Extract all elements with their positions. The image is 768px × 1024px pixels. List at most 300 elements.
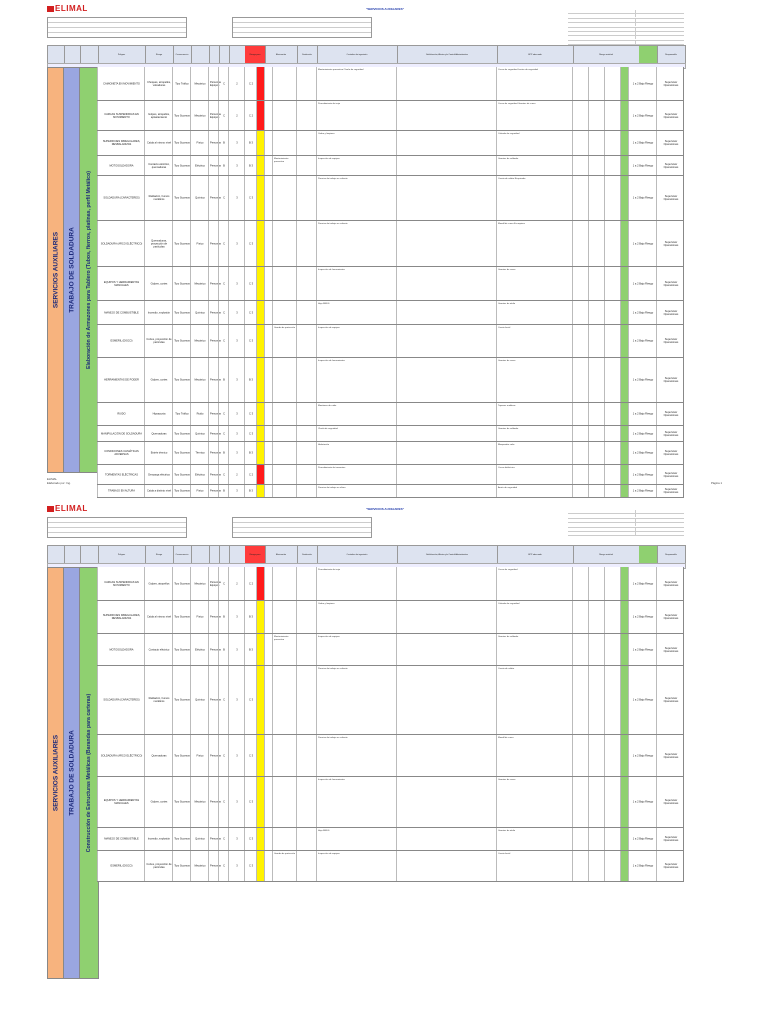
cell-text: 2 — [236, 582, 238, 585]
cell-text: C — [223, 311, 225, 314]
page-1 — [0, 0, 768, 494]
table-cell — [604, 101, 621, 130]
table-row — [97, 221, 684, 267]
table-cell — [316, 851, 397, 881]
table-cell — [628, 131, 657, 155]
table-cell — [296, 601, 317, 633]
table-cell — [604, 828, 621, 850]
table-cell — [172, 666, 191, 734]
cell-text: C 3 — [248, 754, 254, 757]
cell-text: C 3 — [248, 432, 254, 435]
table-cell — [316, 156, 397, 175]
cell-text: 3 — [236, 698, 238, 702]
table-cell — [190, 131, 209, 155]
residual-risk-label: 1 a 2 Bajo Riesgo — [632, 282, 654, 285]
cell-text: Tipo Sucesos — [174, 242, 190, 245]
table-row — [97, 426, 684, 442]
table-cell — [296, 666, 317, 734]
header-cell: Riesgo — [145, 46, 174, 64]
table-row — [97, 403, 684, 426]
table-cell — [316, 666, 397, 734]
cell-text: Tipo Tráfico — [175, 412, 189, 416]
table-cell — [190, 442, 209, 464]
cell-text: Estrés térmico — [150, 451, 168, 455]
header-cell — [639, 46, 658, 64]
table-cell — [396, 777, 497, 827]
residual-risk-label: 1 a 2 Bajo Riesgo — [632, 615, 654, 619]
cell-text: Arnés de seguridad — [498, 487, 517, 489]
meta-block-left — [47, 17, 187, 38]
table-cell — [272, 403, 297, 425]
cell-text: Mecánico — [194, 582, 206, 585]
cell-text: ESMERIL (DISCO) — [110, 864, 133, 868]
cell-text: C — [223, 473, 225, 476]
cell-text: Personas — [210, 432, 221, 435]
cell-text: Golpes, atropellos, aplastamiento — [148, 112, 170, 119]
table-cell — [572, 442, 589, 464]
cell-text: CONDICIONES CLIMÁTICAS ADVERSAS — [104, 450, 139, 456]
table-cell — [656, 267, 685, 300]
table-cell — [190, 567, 209, 600]
table-cell — [97, 485, 145, 497]
cell-text: Mecánico — [194, 114, 206, 117]
table-cell — [172, 601, 191, 633]
cell-text: Golpes, cortes — [150, 282, 168, 285]
table-row — [97, 156, 684, 176]
table-cell — [572, 176, 589, 220]
page-number: Página 1 — [711, 481, 723, 485]
table-cell — [172, 634, 191, 665]
cell-text: Eléctrico — [195, 473, 205, 476]
table-cell — [656, 325, 685, 357]
table-cell — [316, 465, 397, 484]
table-cell — [172, 735, 191, 776]
cell-text: C — [223, 114, 225, 117]
table-cell — [396, 358, 497, 402]
cell-text: Personas — [210, 311, 221, 314]
cell-text: C — [223, 800, 225, 804]
table-cell — [316, 358, 397, 402]
table-cell — [604, 634, 621, 665]
table-cell — [628, 221, 657, 266]
cell-text: Choques, atropellos, volcaduras — [147, 80, 171, 87]
cell-text: EQUIPOS Y HERRAMIENTAS MANUALES — [103, 280, 140, 287]
table-cell — [97, 358, 145, 402]
table-cell — [296, 403, 317, 425]
cell-text: 3 — [236, 648, 238, 651]
table-cell — [396, 67, 497, 100]
cell-text: Térmico — [195, 451, 205, 455]
cell-text: C — [223, 582, 225, 585]
header-cell — [48, 546, 65, 564]
meta-block-left — [47, 517, 187, 538]
table-cell — [572, 851, 589, 881]
table-cell — [97, 851, 145, 881]
table-cell — [97, 777, 145, 827]
table-cell — [272, 131, 297, 155]
table-cell — [396, 634, 497, 665]
table-cell — [144, 156, 173, 175]
table-cell — [572, 426, 589, 441]
responsable-label: Supervisor Operaciones — [663, 799, 679, 805]
table-cell — [228, 851, 245, 881]
table-cell — [588, 156, 605, 175]
table-cell — [628, 267, 657, 300]
responsable-label: Supervisor Operaciones — [663, 411, 679, 417]
cell-text: C 2 — [248, 114, 254, 117]
cell-text: Guantes de cuero — [498, 360, 516, 362]
table-cell — [228, 221, 245, 266]
cell-text: CARGAS SUSPENDIDAS EN MOVIMIENTO — [104, 112, 139, 119]
cell-text: Personas — [210, 648, 221, 651]
cell-text: Permiso de trabajo en caliente — [318, 737, 348, 739]
cell-text: Tipo Sucesos — [174, 451, 190, 455]
table-cell — [656, 465, 685, 484]
header-cell: Controles de ingeniería — [317, 546, 398, 564]
table-cell — [496, 465, 573, 484]
cell-text: Careta facial — [498, 853, 511, 855]
table-cell — [572, 267, 589, 300]
cell-text: 3 — [236, 196, 238, 200]
cell-text: Radiación, humos metálicos — [148, 195, 170, 201]
cell-text: Mantenimiento preventivo Charla de seguridad — [318, 69, 364, 71]
cell-text: 3 — [236, 311, 238, 314]
cell-text: C 3 — [248, 800, 254, 804]
table-cell — [144, 101, 173, 130]
table-cell — [316, 567, 397, 600]
table-cell — [316, 325, 397, 357]
cell-text: B 3 — [249, 378, 253, 382]
cell-text: Hoja MSDS — [318, 830, 330, 832]
table-cell — [144, 176, 173, 220]
cell-text: Permiso de trabajo en caliente — [318, 223, 348, 225]
cell-text: Radiación, humos metálicos — [148, 697, 170, 703]
table-cell — [172, 851, 191, 881]
risk-table-page-1 — [97, 67, 684, 498]
table-cell — [296, 176, 317, 220]
table-row — [97, 465, 684, 485]
cell-text: Procedimiento de tormentas — [318, 467, 346, 469]
table-cell — [604, 267, 621, 300]
cell-text: Hipoacusia — [152, 412, 166, 416]
responsable-label: Supervisor Operaciones — [663, 195, 679, 201]
table-cell — [144, 601, 173, 633]
table-cell — [588, 403, 605, 425]
table-cell — [296, 567, 317, 600]
table-cell — [628, 567, 657, 600]
header-cell — [639, 546, 658, 564]
table-row — [97, 101, 684, 131]
header-cell: Eliminación — [265, 546, 298, 564]
table-cell — [272, 666, 297, 734]
cell-text: 3 — [236, 837, 238, 841]
table-cell — [396, 156, 497, 175]
table-cell — [496, 358, 573, 402]
cell-text: Contacto eléctrico — [148, 648, 170, 651]
table-cell — [572, 301, 589, 324]
table-cell — [628, 735, 657, 776]
table-cell — [496, 634, 573, 665]
table-cell — [228, 426, 245, 441]
cell-text: C — [223, 412, 225, 416]
table-row — [97, 176, 684, 221]
cell-text: Guantes de soldador — [498, 428, 519, 430]
cell-text: C 3 — [248, 698, 254, 702]
cell-text: Golpes, atropellos — [148, 582, 170, 585]
cell-text: Incendio, explosión — [147, 311, 171, 314]
table-cell — [496, 851, 573, 881]
table-cell — [144, 442, 173, 464]
table-cell — [572, 735, 589, 776]
table-cell — [396, 267, 497, 300]
table-cell — [272, 325, 297, 357]
cell-text: Personas — [210, 282, 221, 285]
cell-text: Mantenimiento preventivo — [274, 636, 289, 641]
cell-text: HERRAMIENTAS DE PODER — [104, 378, 139, 382]
table-cell — [296, 301, 317, 324]
table-cell — [144, 426, 173, 441]
cell-text: B 3 — [249, 648, 253, 651]
table-cell — [628, 101, 657, 130]
table-cell — [656, 567, 685, 600]
table-cell — [316, 101, 397, 130]
cell-text: 3 — [236, 615, 238, 619]
table-cell — [588, 101, 605, 130]
table-row — [97, 851, 684, 882]
table-cell — [628, 442, 657, 464]
table-cell — [172, 442, 191, 464]
table-cell — [572, 634, 589, 665]
cell-text: Inspección de herramientas — [318, 360, 345, 362]
header-cell — [191, 546, 210, 564]
table-cell — [628, 634, 657, 665]
cell-text: C — [223, 864, 225, 868]
table-cell — [604, 131, 621, 155]
cell-text: Guantes de cuero — [498, 269, 516, 271]
table-cell — [396, 601, 497, 633]
cell-text: Inspección de equipos — [318, 327, 340, 329]
table-cell — [272, 601, 297, 633]
cell-text: Cortes, proyección de partículas — [146, 863, 172, 869]
table-cell — [656, 221, 685, 266]
header-cell: Riesgo — [145, 546, 174, 564]
cell-text: Mecánico — [194, 282, 206, 285]
residual-risk-label: 1 a 2 Bajo Riesgo — [632, 489, 654, 493]
table-cell — [272, 221, 297, 266]
table-cell — [296, 634, 317, 665]
responsable-label: Supervisor Operaciones — [663, 338, 679, 344]
table-cell — [316, 426, 397, 441]
table-cell — [572, 485, 589, 497]
table-row — [97, 601, 684, 634]
table-cell — [588, 325, 605, 357]
table-cell — [144, 634, 173, 665]
cell-text: Casco de seguridad — [498, 569, 518, 571]
cell-text: Químico — [195, 432, 205, 435]
company-logo: ELIMAL — [47, 4, 88, 13]
header-cell: Riesgo residual — [573, 46, 640, 64]
cell-text: TORMENTAS ELÉCTRICAS — [104, 473, 139, 476]
document-title: "SERVICIOS AUXILIARES" — [365, 507, 405, 511]
residual-risk-label: 1 a 2 Bajo Riesgo — [632, 196, 654, 200]
logo-mark-icon — [47, 6, 54, 12]
header-cell: Riesgo residual — [573, 546, 640, 564]
header-cell: Riesgo puro — [245, 46, 266, 64]
cell-text: CARGAS SUSPENDIDAS EN MOVIMIENTO — [104, 580, 139, 587]
table-cell — [172, 221, 191, 266]
residual-risk-label: 1 a 2 Bajo Riesgo — [632, 800, 654, 804]
cell-text: Personas — [210, 615, 221, 619]
table-row — [97, 666, 684, 735]
cell-text: Permiso de trabajo en caliente — [318, 178, 348, 180]
cell-text: Eléctrico — [195, 648, 205, 651]
cell-text: Careta de soldar Respirador — [498, 178, 526, 180]
table-cell — [228, 156, 245, 175]
cell-text: Tipo Sucesos — [174, 473, 190, 476]
table-cell — [496, 666, 573, 734]
table-cell — [496, 442, 573, 464]
header-cell — [229, 46, 246, 64]
cell-text: Caída al mismo nivel — [146, 141, 172, 145]
cell-text: Tapones auditivos — [498, 405, 516, 407]
cell-text: Inspección de equipos — [318, 853, 340, 855]
table-cell — [172, 567, 191, 600]
cell-text: Hidratación — [318, 444, 330, 446]
table-cell — [572, 777, 589, 827]
table-row — [97, 301, 684, 325]
table-cell — [572, 465, 589, 484]
table-cell — [396, 828, 497, 850]
table-cell — [190, 358, 209, 402]
cell-text: Ruido — [196, 412, 204, 416]
cell-text: Personas — [210, 451, 221, 455]
table-cell — [628, 666, 657, 734]
table-cell — [144, 851, 173, 881]
cell-text: C 3 — [248, 311, 254, 314]
cell-text: Mecánico — [194, 339, 206, 343]
table-cell — [97, 131, 145, 155]
table-cell — [396, 851, 497, 881]
table-cell — [628, 358, 657, 402]
cell-text: 2 — [236, 82, 238, 85]
cell-text: Charla de seguridad — [318, 428, 338, 430]
table-cell — [628, 325, 657, 357]
cell-text: C 3 — [248, 282, 254, 285]
cell-text: Guantes de nitrilo — [498, 303, 516, 305]
table-cell — [228, 358, 245, 402]
cell-text: 3 — [236, 378, 238, 382]
table-cell — [190, 301, 209, 324]
cell-text: Casco de seguridad Lentes de seguridad — [498, 69, 538, 71]
table-cell — [272, 777, 297, 827]
table-cell — [604, 735, 621, 776]
table-cell — [172, 777, 191, 827]
table-cell — [97, 442, 145, 464]
table-cell — [396, 101, 497, 130]
cell-text: Físico — [196, 242, 204, 245]
cell-text: B — [223, 489, 225, 493]
cell-text: C — [223, 82, 225, 85]
table-cell — [272, 267, 297, 300]
table-cell — [296, 131, 317, 155]
table-cell — [572, 567, 589, 600]
residual-risk-label: 1 a 2 Bajo Riesgo — [632, 114, 654, 117]
cell-text: 2 — [236, 114, 238, 117]
cell-text: 3 — [236, 432, 238, 435]
table-cell — [190, 485, 209, 497]
cell-text: Físico — [196, 615, 204, 619]
table-cell — [572, 221, 589, 266]
table-cell — [272, 301, 297, 324]
responsable-label: Supervisor Operaciones — [663, 646, 679, 653]
cell-text: TRABAJO EN ALTURA — [108, 489, 135, 493]
table-cell — [172, 156, 191, 175]
table-row — [97, 735, 684, 777]
cell-text: Hoja MSDS — [318, 303, 330, 305]
area-column: SERVICIOS AUXILIARES — [47, 567, 65, 979]
table-cell — [316, 485, 397, 497]
cell-text: C — [223, 432, 225, 435]
table-cell — [228, 666, 245, 734]
header-cell — [191, 46, 210, 64]
table-cell — [656, 101, 685, 130]
cell-text: Tipo Sucesos — [174, 800, 190, 804]
table-cell — [296, 267, 317, 300]
residual-risk-label: 1 a 2 Bajo Riesgo — [632, 698, 654, 702]
residual-risk-label: 1 a 2 Bajo Riesgo — [632, 339, 654, 343]
cell-text: SOLDADURA (ARCO ELÉCTRICO) — [100, 242, 143, 245]
table-cell — [172, 131, 191, 155]
table-cell — [296, 485, 317, 497]
company-logo: ELIMAL — [47, 504, 88, 513]
cell-text: SOLDADURA (ARCO ELÉCTRICO) — [100, 754, 143, 757]
task-column: TRABAJO DE SOLDADURA — [63, 567, 81, 979]
header-cell — [48, 46, 65, 64]
cell-text: Caída a distinto nivel — [146, 489, 172, 493]
cell-text: Tipo Sucesos — [174, 754, 190, 757]
cell-text: Personas — [210, 196, 221, 200]
cell-text: Tipo Sucesos — [174, 698, 190, 702]
cell-text: B — [223, 141, 225, 145]
cell-text: Tipo Sucesos — [174, 164, 190, 167]
table-cell — [190, 325, 209, 357]
cell-text: Inspección de herramientas — [318, 269, 345, 271]
header-cell: Responsable — [657, 546, 686, 564]
cell-text: Tipo Sucesos — [174, 489, 190, 493]
cell-text: C — [223, 196, 225, 200]
table-cell — [604, 601, 621, 633]
table-cell — [496, 601, 573, 633]
table-cell — [628, 67, 657, 100]
cell-text: Tipo Sucesos — [174, 864, 190, 868]
cell-text: MANEJO DE COMBUSTIBLE — [104, 837, 139, 841]
table-cell — [588, 485, 605, 497]
cell-text: Químico — [195, 837, 205, 841]
table-row — [97, 325, 684, 358]
cell-text: 3 — [236, 489, 238, 493]
cell-text: 3 — [236, 141, 238, 145]
residual-risk-label: 1 a 2 Bajo Riesgo — [632, 837, 654, 841]
cell-text: Casco dieléctrico — [498, 467, 515, 469]
table-cell — [316, 221, 397, 266]
cell-text: Tipo Sucesos — [174, 339, 190, 343]
table-cell — [144, 301, 173, 324]
table-cell — [604, 485, 621, 497]
cell-text: 3 — [236, 339, 238, 343]
header-cell — [80, 46, 99, 64]
cell-text: MOTOSOLDADORA — [109, 164, 134, 167]
cell-text: 3 — [236, 754, 238, 757]
